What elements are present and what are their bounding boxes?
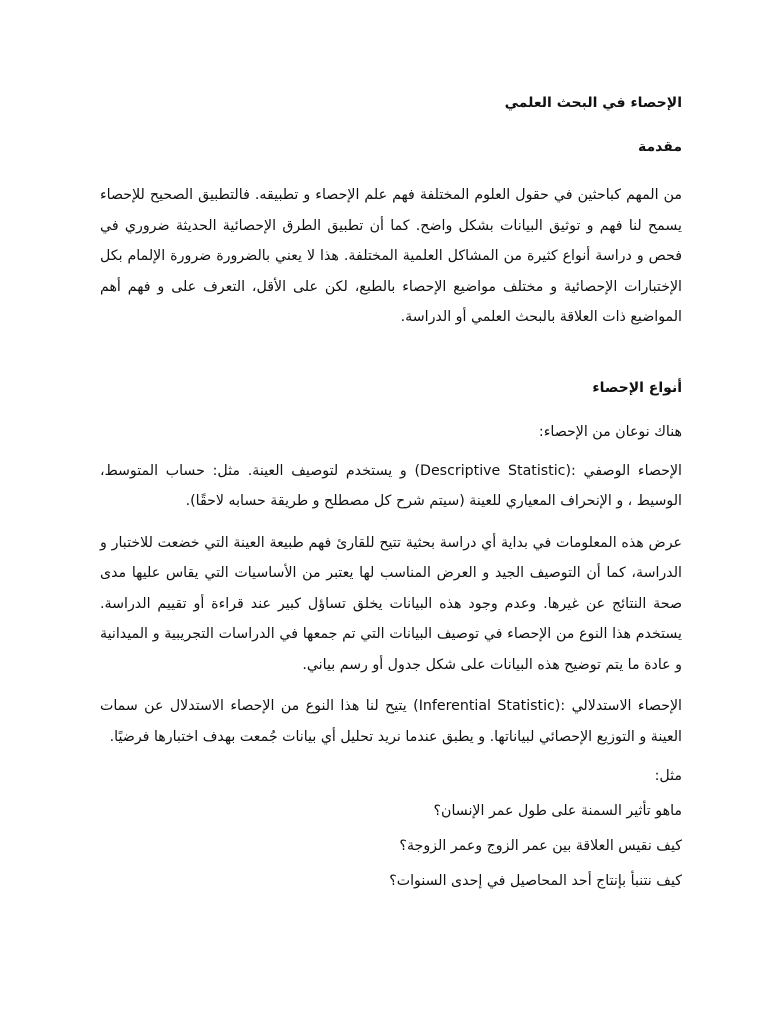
example-question: كيف نقيس العلاقة بين عمر الزوج وعمر الزوجة؟ xyxy=(399,838,682,854)
paragraph-spacer xyxy=(100,680,682,691)
paragraph-spacer xyxy=(100,787,682,800)
paragraph-spacer xyxy=(100,857,682,870)
paragraph-spacer xyxy=(100,752,682,765)
intro-paragraph: من المهم كباحثين في حقول العلوم المختلفة فهم علم الإحصاء و تطبيقه. فالتطبيق الصحيح للإحصاء يسمح لنا فهم و توثيق البيانات بشكل واضح. كما أن تطبيق الطرق الإحصائية الحديثة ضروري في فحص و دراسة أنواع كثيرة من المشاكل العلمية المختلفة. هذا لا يعني بالضرورة ضرورة الإلمام بكل الإختبارات الإحصائية و مختلف مواضيع الإحصاء بالطبع، لكن على الأقل، التعرف على و فهم أهم المواضيع ذات العلاقة بالبحث العلمي أو الدراسة. xyxy=(100,187,682,325)
descriptive-paragraph: الإحصاء الوصفي :(Descriptive Statistic) و يستخدم لتوصيف العينة. مثل: حساب المتوسط، الوسيط ، و الإنحراف المعياري للعينة (سيتم شرح كل مصطلح و طريقة حسابه لاحقًا). xyxy=(100,462,682,509)
section-spacer xyxy=(100,333,682,377)
presentation-paragraph: عرض هذه المعلومات في بداية أي دراسة بحثية تتيح للقارئ فهم طبيعة العينة التي خضعت للاختبار و الدراسة، كما أن التوصيف الجيد و العرض المناسب لها يعتبر من الأساسيات التي يقاس عليها مدى صحة النتائج عن غيرها. وعدم وجود هذه البيانات يخلق تساؤل كبير عند قراءة أو تقييم الدراسة. يستخدم هذا النوع من الإحصاء في توصيف البيانات التي تم جمعها في الدراسات التجريبية و الميدانية و عادة ما يتم توضيح هذه البيانات على شكل جدول أو رسم بياني. xyxy=(100,534,682,673)
example-question: كيف نتنبأ بإنتاج أحد المحاصيل في إحدى السنوات؟ xyxy=(389,873,682,889)
example-label: مثل: xyxy=(654,768,682,784)
paragraph-spacer xyxy=(100,822,682,835)
types-heading: أنواع الإحصاء xyxy=(592,379,682,396)
paragraph-spacer xyxy=(100,517,682,528)
document-title: الإحصاء في البحث العلمي xyxy=(504,95,682,111)
paragraph-spacer xyxy=(100,443,682,456)
inferential-paragraph: الإحصاء الاستدلالي :(Inferential Statistic) يتيح لنا هذا النوع من الإحصاء الاستدلال عن سمات العينة و التوزيع الإحصائي لبياناتها. و يطبق عندما نريد تحليل أي بيانات جُمعت بهدف اختبارها فرضيًا. xyxy=(100,698,682,745)
example-question: ماهو تأثير السمنة على طول عمر الإنسان؟ xyxy=(433,803,682,819)
intro-heading: مقدمة xyxy=(638,139,682,155)
types-intro: هناك نوعان من الإحصاء: xyxy=(538,423,682,440)
